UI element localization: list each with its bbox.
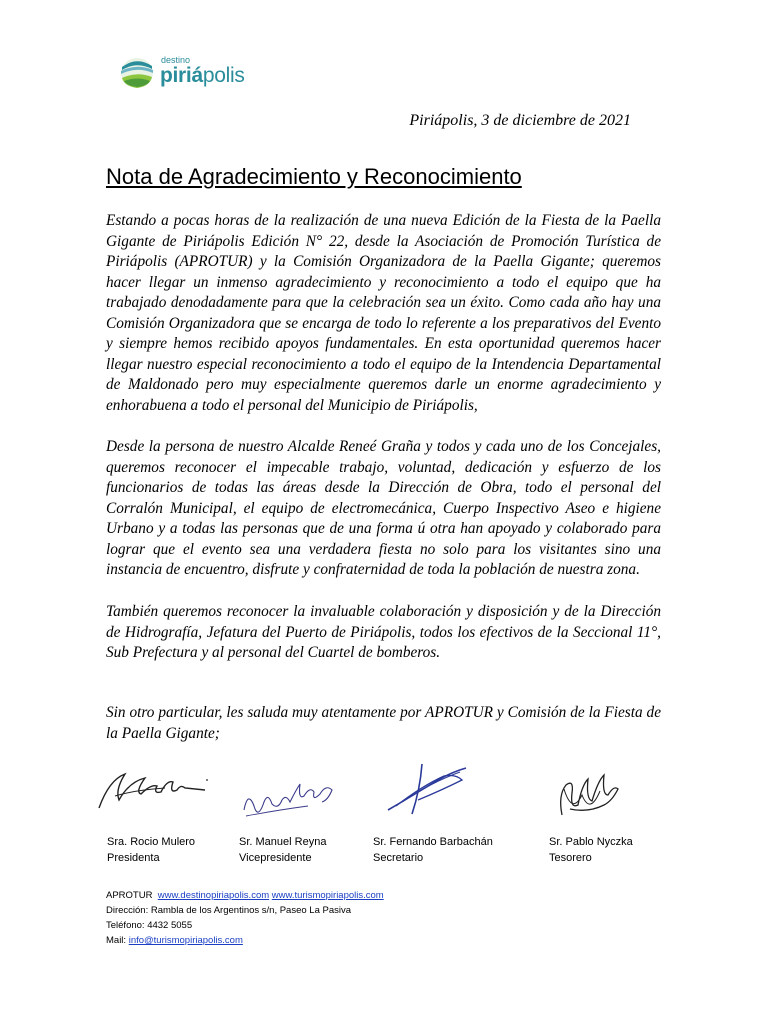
paragraph-3: También queremos reconocer la invaluable colaboración y disposición y de la Dirección de Hidrografía, Jefatura del Puerto de Piriápolis, todos los efectivos de la Seccional 11°, Sub Prefectura y al personal del Cuartel de bomberos. [106,603,661,661]
footer-link-turismo[interactable]: www.turismopiriapolis.com [271,890,384,901]
footer-links-line [106,888,384,903]
paragraph-4: Sin otro particular, les saluda muy atentamente por APROTUR y Comisión de la Fiesta de la Paella Gigante; [106,704,661,742]
signer-4 [549,834,633,866]
footer [106,888,384,948]
signer-role: Tesorero [549,852,592,864]
footer-mail-line [106,933,384,948]
footer-address: Dirección: Rambla de los Argentinos s/n, Paseo La Pasiva [106,905,352,916]
logo-brand-regular: polis [202,64,245,87]
paragraph-2: Desde la persona de nuestro Alcalde Reneé Graña y todos y cada uno de los Concejales, queremos reconocer el impecable trabajo, voluntad, dedicación y esfuerzo de los funcionarios de todas las áreas desde la Dirección de Obra, todo el personal del Corralón Municipal, el equipo de electromecánica, Cuerpo Inspectivo Aseo e higiene Urbano y a todas las personas que de una forma ú otra han apoyado y colaborado para lograr que el evento sea una verdadera fiesta no solo para los visitantes sino una instancia de encuentro, disfrute y confraternidad de toda la población de nuestra zona. [106,438,661,578]
signer-2 [239,834,326,866]
signature-2 [238,770,338,830]
logo-brand-bold: piriá [160,64,203,87]
signer-name: Sr. Manuel Reyna [239,836,327,848]
paragraph-1: Estando a pocas horas de la realización de una nueva Edición de la Fiesta de la Paella Gigante de Piriápolis Edición N° 22, desde la Asociación de Promoción Turística de Piriápolis (APROTUR) y la Comisión Organizadora de la Paella Gigante; queremos hacer llegar un inmenso agradecimiento y reconocimiento a todo el equipo que ha trabajado denodadamente para que la celebración sea un éxito. Como cada año hay una Comisión Organizadora que se encarga de todo lo referente a los preparativos del Evento y siempre hemos recibido apoyos fundamentales. En esta oportunidad queremos hacer llegar nuestro especial reconocimiento a todo el equipo de la Intendencia Departamental de Maldonado pero muy especialmente queremos darle un enorme agradecimiento y enhorabuena a todo el personal del Municipio de Piriápolis, [106,212,661,414]
footer-org: APROTUR [106,890,153,901]
logo-top-text: destino [161,55,191,65]
signer-name: Sra. Rocio Mulero [107,836,196,848]
signature-3 [382,760,472,820]
document-title: Nota de Agradecimiento y Reconocimiento [106,164,522,189]
signer-3 [373,834,493,866]
footer-mail-label: Mail: [106,935,127,946]
signer-1 [107,834,195,866]
signer-role: Secretario [373,852,424,864]
footer-mail-link[interactable]: info@turismopiriapolis.com [128,935,243,946]
document-date: Piriápolis, 3 de diciembre de 2021 [409,112,631,129]
signer-role: Presidenta [107,852,160,864]
footer-link-destino[interactable]: www.destinopiriapolis.com [157,890,270,901]
logo [120,55,250,95]
logo-brand [160,64,245,88]
signature-1 [95,760,215,820]
footer-phone: Teléfono: 4432 5055 [106,920,193,931]
signer-role: Vicepresidente [239,852,312,864]
logo-emblem-icon [120,57,154,89]
signer-name: Sr. Pablo Nyczka [549,836,633,848]
signature-4 [552,765,632,825]
signer-name: Sr. Fernando Barbachán [373,836,493,848]
